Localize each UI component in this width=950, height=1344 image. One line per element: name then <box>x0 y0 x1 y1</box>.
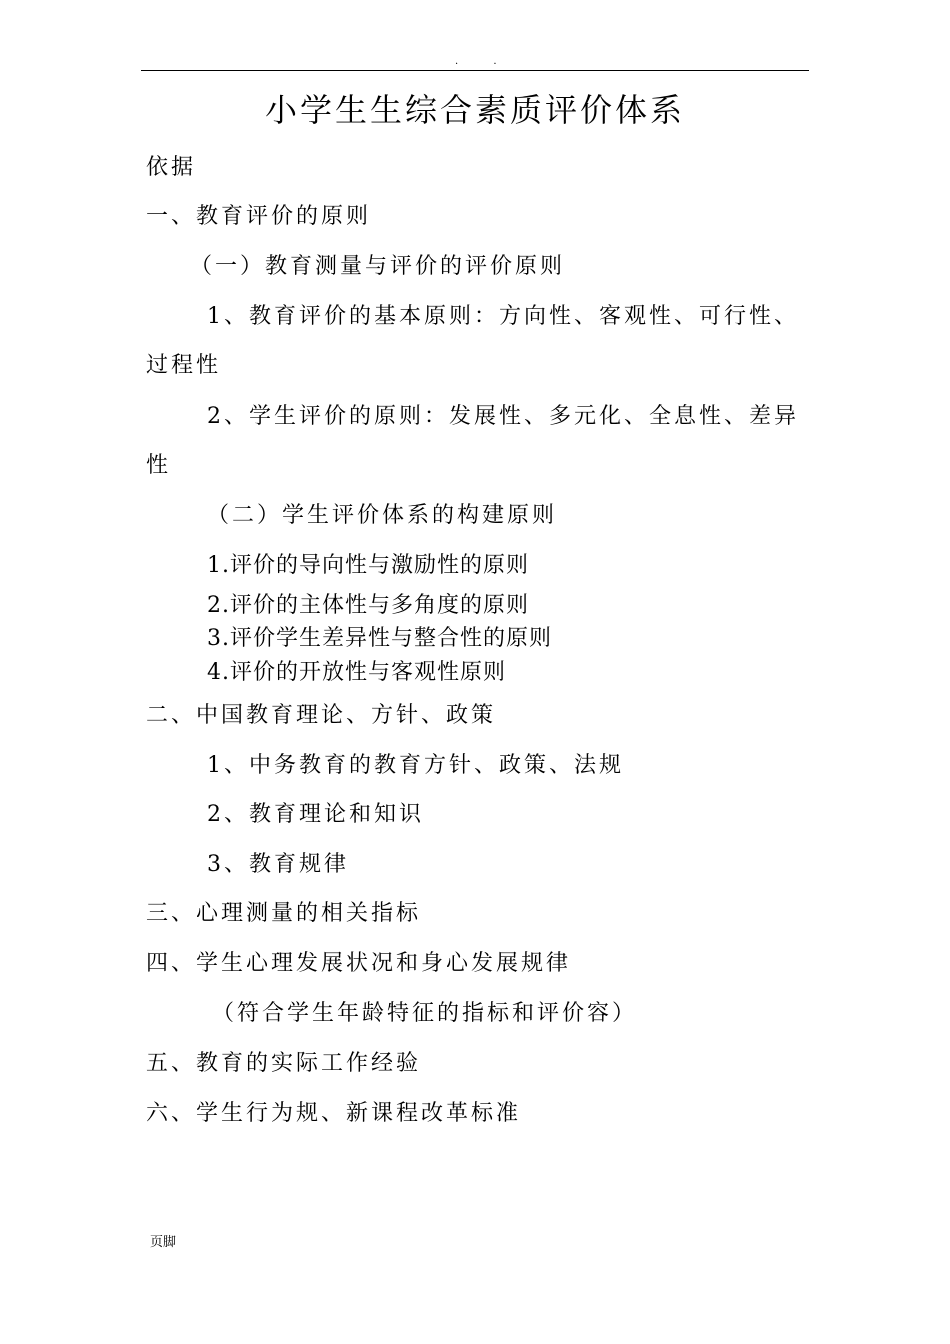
section-heading-6: 六、学生行为规、新课程改革标准 <box>146 1101 522 1126</box>
section-heading-5: 五、教育的实际工作经验 <box>146 1051 422 1076</box>
body-line-1-1-1: 1、教育评价的基本原则：方向性、客观性、可行性、 <box>207 304 799 329</box>
subsection-heading-1-1: （一）教育测量与评价的评价原则 <box>190 254 566 279</box>
body-line-1-2-2: 2.评价的主体性与多角度的原则 <box>207 593 529 618</box>
header-dots: . . <box>455 56 513 67</box>
section-heading-3: 三、心理测量的相关指标 <box>146 901 422 926</box>
body-line-1-1-2-cont: 性 <box>146 453 172 478</box>
body-line-basis: 依据 <box>146 155 197 180</box>
section-heading-4: 四、学生心理发展状况和身心发展规律 <box>146 951 572 976</box>
body-line-1-2-1: 1.评价的导向性与激励性的原则 <box>207 553 529 578</box>
body-line-1-2-3: 3.评价学生差异性与整合性的原则 <box>207 626 552 651</box>
body-line-2-2: 2、教育理论和知识 <box>207 802 424 827</box>
body-line-1-2-4: 4.评价的开放性与客观性原则 <box>207 660 506 685</box>
body-line-2-3: 3、教育规律 <box>207 852 349 877</box>
body-line-1-1-1-cont: 过程性 <box>146 353 222 378</box>
subsection-heading-1-2: （二）学生评价体系的构建原则 <box>207 503 558 528</box>
page-title: 小学生生综合素质评价体系 <box>264 91 685 129</box>
page-footer: 页脚 <box>150 1235 177 1250</box>
header-rule <box>141 70 809 71</box>
body-line-1-1-2: 2、学生评价的原则：发展性、多元化、全息性、差异 <box>207 404 799 429</box>
body-line-4-note: （符合学生年龄特征的指标和评价容） <box>212 1001 638 1026</box>
section-heading-2: 二、中国教育理论、方针、政策 <box>146 703 497 728</box>
section-heading-1: 一、教育评价的原则 <box>146 204 372 229</box>
body-line-2-1: 1、中务教育的教育方针、政策、法规 <box>207 753 624 778</box>
